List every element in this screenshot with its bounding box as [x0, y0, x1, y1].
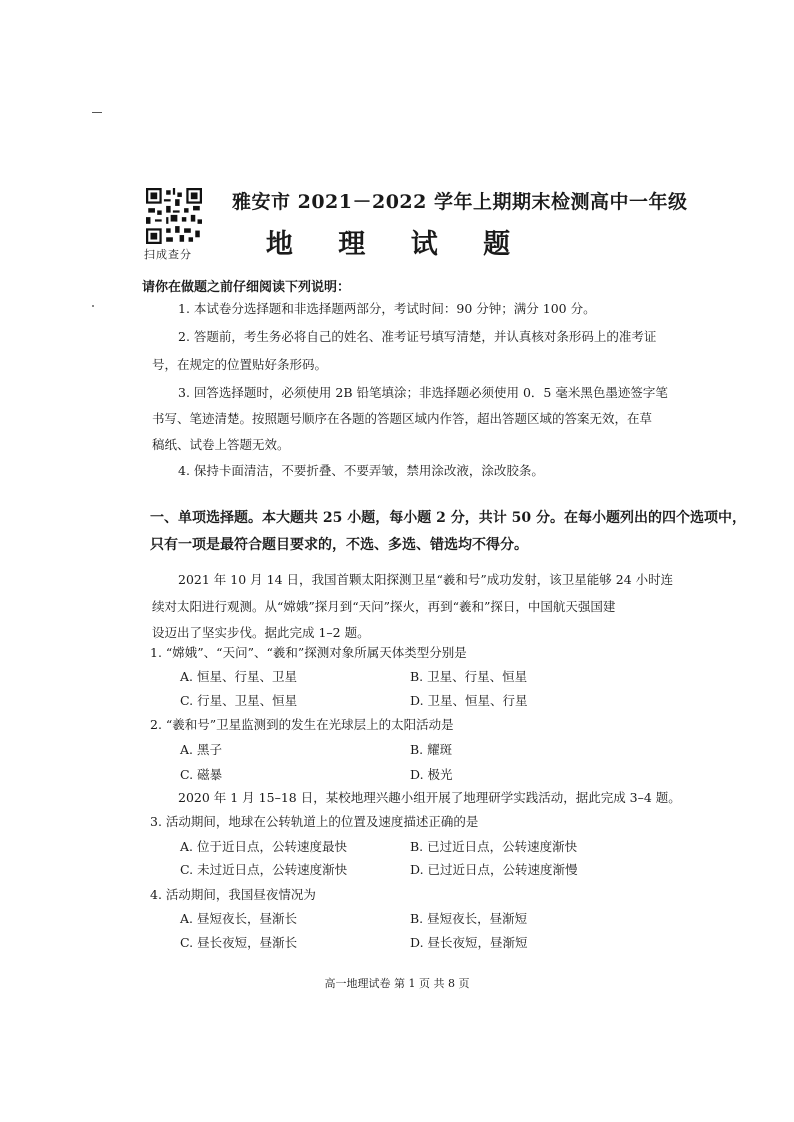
question-option: A. 位于近日点，公转速度最快 [180, 839, 347, 854]
exam-title: 雅安市 2021－2022 学年上期期末检测高中一年级 [232, 191, 688, 213]
margin-dot [92, 305, 94, 307]
question-option: B. 卫星、行星、恒星 [410, 669, 528, 684]
question-option: D. 已过近日点，公转速度渐慢 [410, 862, 578, 877]
instructions-intro: 请你在做题之前仔细阅读下列说明： [142, 280, 351, 295]
section-heading: 只有一项是最符合题目要求的，不选、多选、错选均不得分。 [150, 537, 528, 553]
instruction-item: 2. 答题前，考生务必将自己的姓名、准考证号填写清楚，并认真核对条形码上的准考证 [178, 329, 657, 344]
question-option: B. 耀斑 [410, 742, 453, 757]
page-footer: 高一地理试卷 第 1 页 共 8 页 [324, 977, 470, 990]
instruction-item: 书写、笔迹清楚。按照题号顺序在各题的答题区域内作答，超出答题区域的答案无效，在草 [152, 411, 653, 426]
subject-title: 地 理 试 题 [265, 229, 529, 260]
margin-mark [92, 112, 102, 113]
passage-text: 2021 年 10 月 14 日，我国首颗太阳探测卫星“羲和号”成功发射，该卫星能够 24 小时连 [178, 572, 674, 587]
instruction-item: 稿纸、试卷上答题无效。 [152, 437, 290, 452]
question-option: B. 已过近日点，公转速度渐快 [410, 839, 578, 854]
question-option: B. 昼短夜长，昼渐短 [410, 911, 528, 926]
question-option: C. 磁暴 [180, 767, 223, 782]
question-stem: 3. 活动期间，地球在公转轨道上的位置及速度描述正确的是 [150, 814, 479, 829]
passage-text: 2020 年 1 月 15–18 日，某校地理兴趣小组开展了地理研学实践活动，据此完成 3–4 题。 [178, 790, 681, 805]
instruction-item: 3. 回答选择题时，必须使用 2B 铅笔填涂；非选择题必须使用 0．5 毫米黑色墨迹签字笔 [178, 385, 668, 400]
question-stem: 2. “羲和号”卫星监测到的发生在光球层上的太阳活动是 [150, 717, 454, 732]
question-option: A. 黑子 [180, 742, 222, 757]
section-heading: 一、单项选择题。本大题共 25 小题，每小题 2 分，共计 50 分。在每小题列出的四个选项中， [150, 510, 746, 526]
instruction-item: 号，在规定的位置贴好条形码。 [152, 357, 328, 372]
instruction-item: 4. 保持卡面清洁，不要折叠、不要弄皱，禁用涂改液，涂改胶条。 [178, 463, 544, 478]
question-option: C. 昼长夜短，昼渐长 [180, 935, 298, 950]
question-option: A. 恒星、行星、卫星 [180, 669, 297, 684]
instruction-item: 1. 本试卷分选择题和非选择题两部分，考试时间：90 分钟；满分 100 分。 [178, 301, 596, 316]
question-stem: 4. 活动期间，我国昼夜情况为 [150, 887, 316, 902]
question-option: C. 行星、卫星、恒星 [180, 693, 298, 708]
question-option: C. 未过近日点，公转速度渐快 [180, 862, 348, 877]
question-option: D. 昼长夜短，昼渐短 [410, 935, 528, 950]
passage-text: 续对太阳进行观测。从“嫦娥”探月到“天问”探火，再到“羲和”探日，中国航天强国建 [152, 599, 616, 614]
question-option: D. 极光 [410, 767, 453, 782]
qr-caption: 扫成查分 [144, 248, 192, 261]
question-option: A. 昼短夜长，昼渐长 [180, 911, 297, 926]
question-stem: 1. “嫦娥”、“天问”、“羲和”探测对象所属天体类型分别是 [150, 645, 467, 660]
passage-text: 设迈出了坚实步伐。据此完成 1–2 题。 [152, 625, 370, 640]
question-option: D. 卫星、恒星、行星 [410, 693, 528, 708]
